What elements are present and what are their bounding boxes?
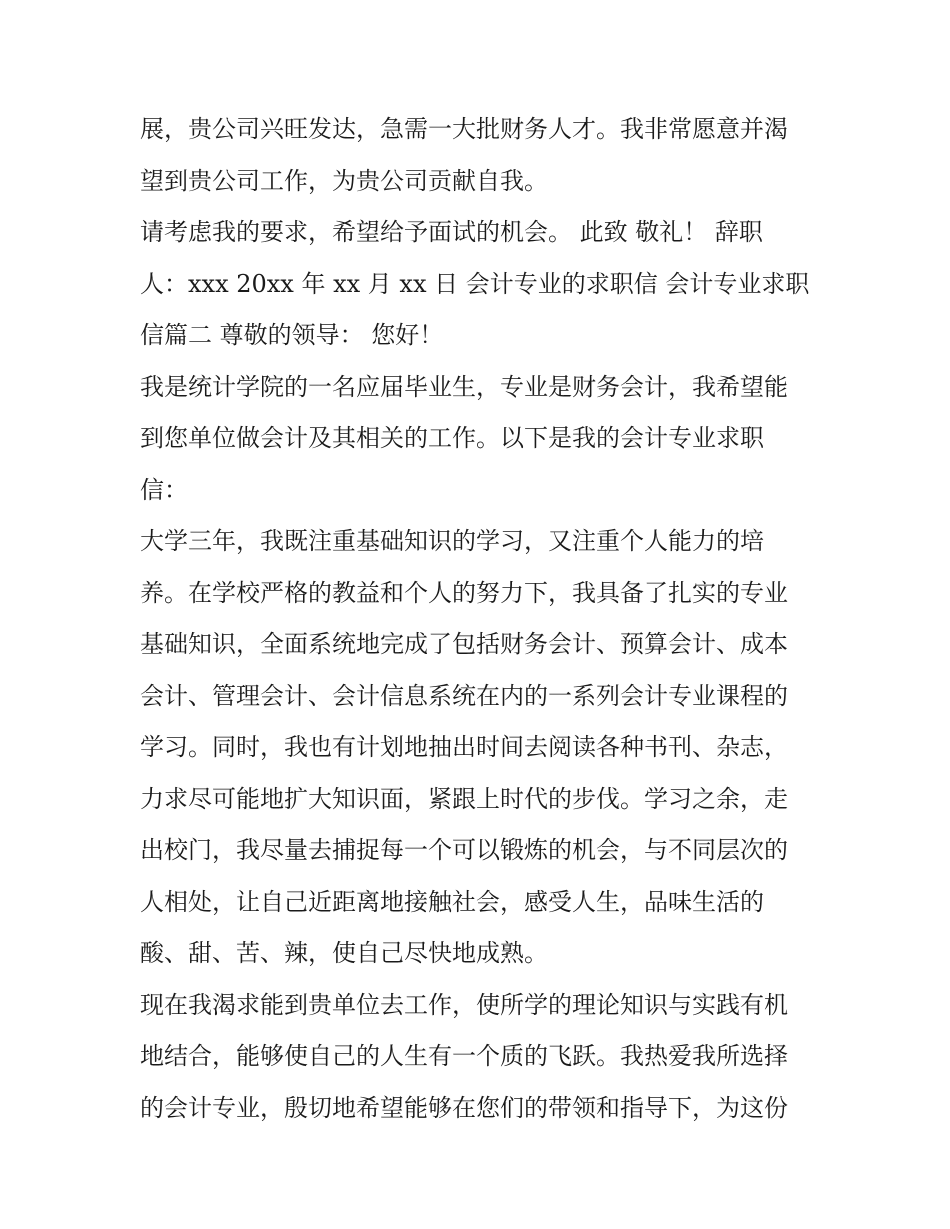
text-line: 信篇二 尊敬的领导： 您好！ — [140, 321, 444, 349]
text-line: 到您单位做会计及其相关的工作。以下是我的会计专业求职 — [140, 424, 764, 452]
letter-body — [140, 104, 820, 1134]
text-line: 人：xxx 20xx 年 xx 月 xx 日 会计专业的求职信 会计专业求职 — [140, 269, 810, 298]
text-line: 养。在学校严格的教益和个人的努力下，我具备了扎实的专业 — [140, 578, 788, 607]
text-line: 酸、甜、苦、辣，使自己尽快地成熟。 — [140, 939, 548, 967]
text-line: 信： — [140, 475, 188, 504]
text-line: 现在我渴求能到贵单位去工作，使所学的理论知识与实践有机 — [140, 990, 788, 1019]
text-line: 的会计专业，殷切地希望能够在您们的带领和指导下，为这份 — [140, 1093, 788, 1122]
text-line: 学习。同时，我也有计划地抽出时间去阅读各种书刊、杂志， — [140, 733, 788, 761]
text-line: 请考虑我的要求，希望给予面试的机会。 此致 敬礼！ 辞职 — [140, 218, 763, 246]
text-line: 出校门，我尽量去捕捉每一个可以锻炼的机会，与不同层次的 — [140, 836, 788, 864]
text-line: 力求尽可能地扩大知识面，紧跟上时代的步伐。学习之余，走 — [140, 784, 788, 813]
text-line: 人相处，让自己近距离地接触社会，感受人生，品味生活的 — [140, 887, 764, 916]
text-line: 地结合，能够使自己的人生有一个质的飞跃。我热爱我所选择 — [140, 1042, 788, 1070]
text-line: 展，贵公司兴旺发达，急需一大批财务人才。我非常愿意并渴 — [140, 115, 788, 143]
text-line: 大学三年，我既注重基础知识的学习，又注重个人能力的培 — [140, 527, 764, 555]
text-line: 会计、管理会计、会计信息系统在内的一系列会计专业课程的 — [140, 681, 788, 710]
text-line: 望到贵公司工作，为贵公司贡献自我。 — [140, 166, 548, 195]
text-line: 基础知识，全面系统地完成了包括财务会计、预算会计、成本 — [140, 630, 788, 658]
text-line: 我是统计学院的一名应届毕业生，专业是财务会计，我希望能 — [140, 372, 788, 401]
